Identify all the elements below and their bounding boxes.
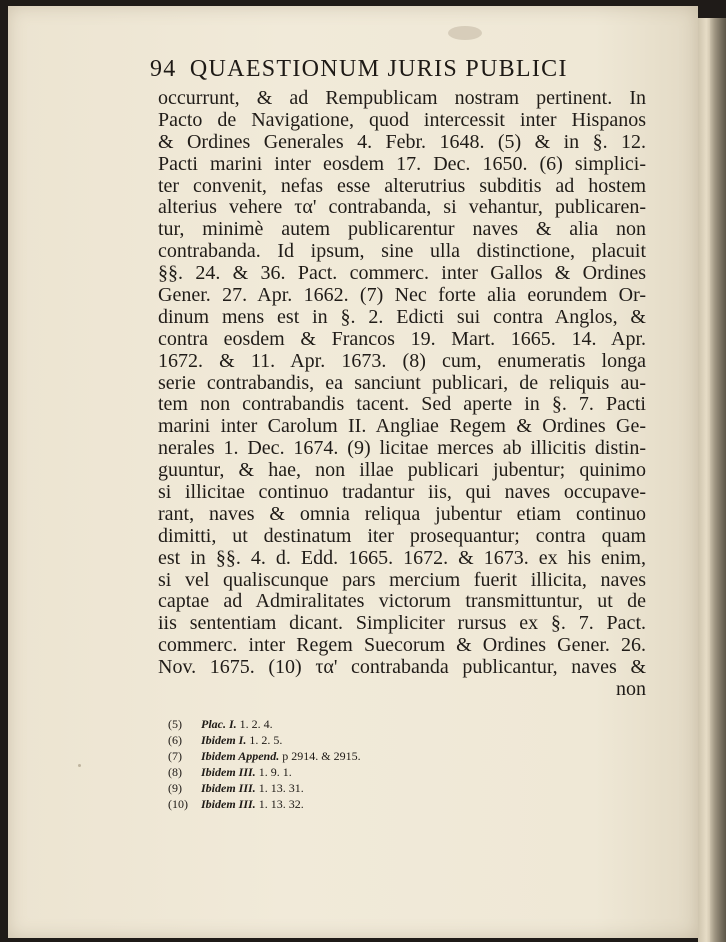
text-line: si illicitae continuo tradantur iis, qui naves occupave- [158,481,646,504]
text-line: Pacto de Navigatione, quod intercessit inter Hispanos [158,108,646,131]
footnote-ref: Ibidem Append. [201,749,280,764]
footnote-number: (5) [168,717,182,731]
body-text [158,88,646,701]
footnote-loc: 1. 13. 31. [258,781,304,796]
text-line: 1672. & 11. Apr. 1673. (8) cum, enumeratis longa [158,349,646,372]
page-stack-shadow [710,18,726,942]
text-line: si vel qualiscunque pars mercium fuerit illicita, naves [158,568,646,591]
footnote [168,796,468,812]
text-line: captae ad Admiralitates victorum transmittuntur, ut de [158,590,646,613]
catchword: non [616,678,646,701]
text-line: §§. 24. & 36. Pact. commerc. inter Gallos & Ordines [158,262,646,285]
text-line: marini inter Carolum II. Angliae Regem & Ordines Ge- [158,415,646,438]
text-line: & Ordines Generales 4. Febr. 1648. (5) & in §. 12. [158,130,646,153]
text-line: iis sententiam dicant. Simpliciter rursus ex §. 7. Pact. [158,612,646,635]
paper-speck [78,764,81,767]
text-line: contra eosdem & Francos 19. Mart. 1665. 14. Apr. [158,327,646,350]
text-line: Nov. 1675. (10) τα' contrabanda publicantur, naves & [158,656,646,679]
text-line: dimitti, ut destinatum iter prosequantur; contra quam [158,524,646,547]
footnotes [168,716,468,813]
footnote [168,748,468,764]
footnote [168,732,468,748]
text-line: commerc. inter Regem Suecorum & Ordines Gener. 26. [158,634,646,657]
text-line: guuntur, & hae, non illae publicari jubentur; quinimo [158,459,646,482]
text-line: ter convenit, nefas esse alterutrius subditis ad hostem [158,174,646,197]
text-line: serie contrabandis, ea sanciunt publicari, de reliquis au- [158,371,646,394]
footnote-number: (7) [168,749,182,764]
text-line: rant, naves & omnia reliqua jubentur etiam continuo [158,502,646,525]
running-head-title: QUAESTIONUM JURIS PUBLICI [189,56,568,82]
footnote-ref: Ibidem III. [201,765,256,780]
footnote-ref: Ibidem III. [201,781,256,796]
footnote-loc: 1. 2. 4. [239,717,273,731]
text-line: dinum mens est in §. 2. Edicti sui contra Anglos, & [158,305,646,328]
running-head [150,56,630,86]
footnote-number: (8) [168,765,182,780]
footnote-loc: 1. 9. 1. [258,765,292,780]
footnote-ref: Ibidem III. [201,797,256,812]
text-line: occurrunt, & ad Rempublicam nostram pertinent. In [158,87,646,109]
footnote-ref: Ibidem I. [201,733,247,748]
footnote [168,764,468,780]
footnote-loc: p 2914. & 2915. [282,749,361,764]
footnote [168,716,468,732]
page-number: 94 [150,56,177,82]
text-line: tem non contrabandis tacent. Sed aperte in §. 7. Pacti [158,393,646,416]
text-line: contrabanda. Id ipsum, sine ulla distinctione, placuit [158,240,646,263]
text-line: Gener. 27. Apr. 1662. (7) Nec forte alia eorundem Or- [158,284,646,307]
paper-smudge [448,26,482,40]
text-line: Pacti marini inter eosdem 17. Dec. 1650. (6) simplici- [158,152,646,175]
footnote-number: (6) [168,733,182,748]
text-line: tur, minimè autem publicarentur naves & alia non [158,218,646,241]
footnote-loc: 1. 13. 32. [258,797,304,812]
footnote-number: (10) [168,797,188,812]
text-line: est in §§. 4. d. Edd. 1665. 1672. & 1673. ex his enim, [158,546,646,569]
text-line: nerales 1. Dec. 1674. (9) licitae merces ab illicitis distin- [158,437,646,460]
text-line: alterius vehere τα' contrabanda, si vehantur, publicaren- [158,196,646,219]
footnote-loc: 1. 2. 5. [249,733,283,748]
footnote-number: (9) [168,781,182,796]
footnote-ref: Plac. I. [201,717,237,731]
footnote [168,780,468,796]
